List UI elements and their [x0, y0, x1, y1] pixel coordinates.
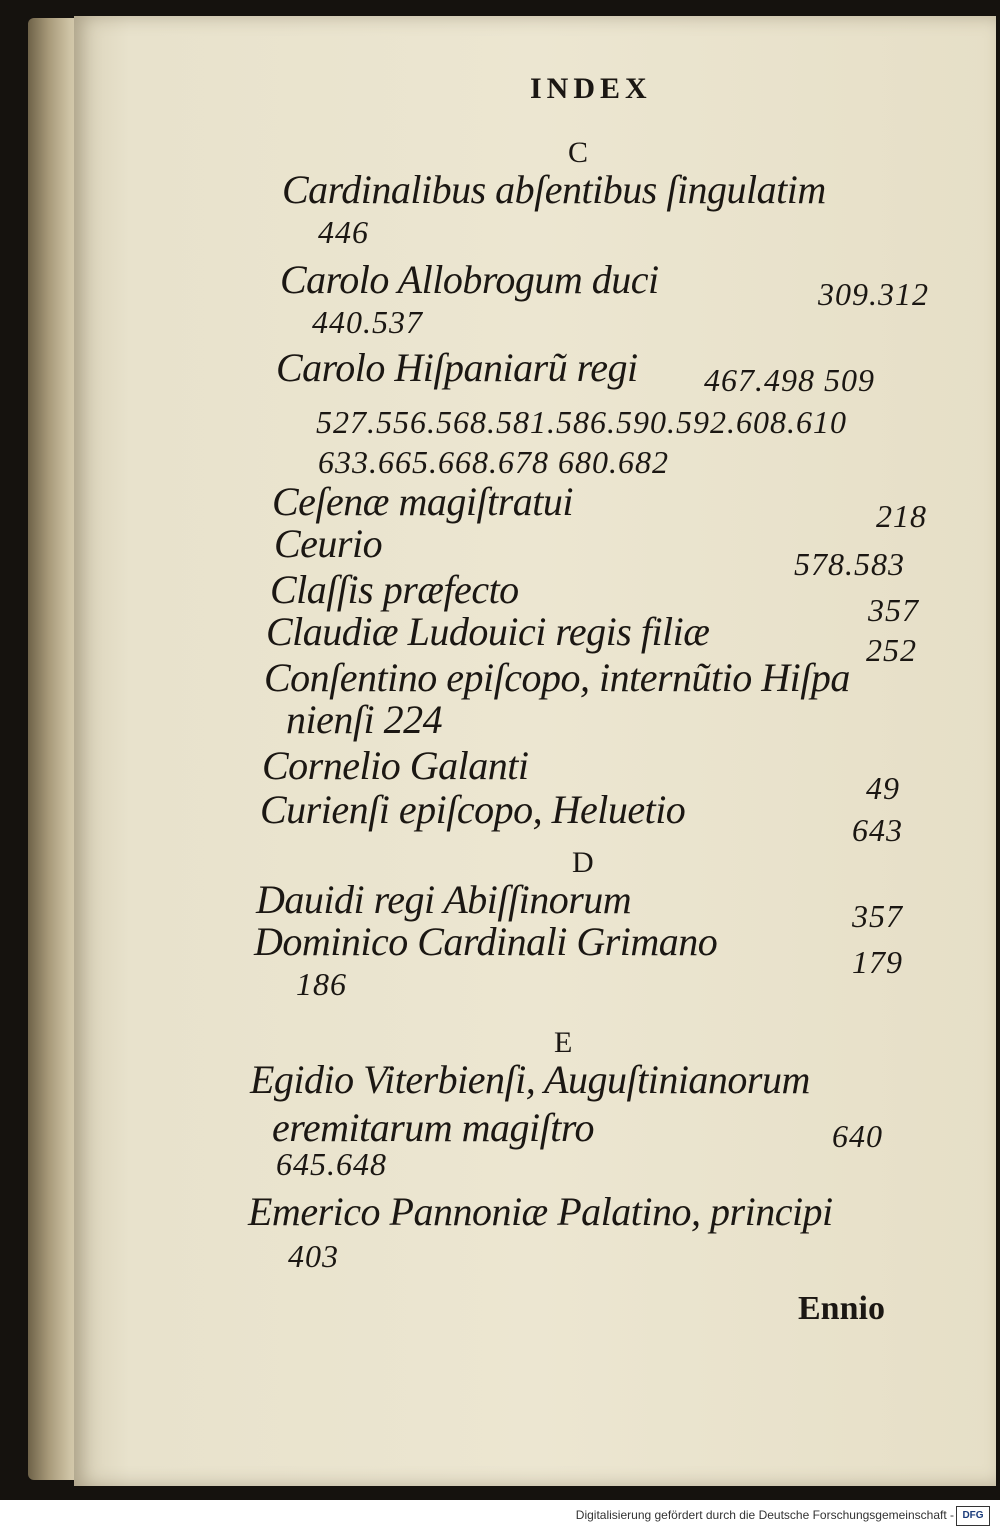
entry-pages: 218	[876, 498, 927, 534]
entry-pages: 440.537	[312, 304, 423, 340]
entry-continuation: eremitarum magiſtro	[272, 1105, 594, 1150]
funding-notice: Digitalisierung gefördert durch die Deutsche Forschungsgemeinschaft -	[575, 1508, 954, 1522]
entry-name: Claudiæ Ludouici regis filiæ	[266, 609, 710, 654]
entry-name: Conſentino epiſcopo, internũtio Hiſpa	[264, 655, 850, 700]
catchword: Ennio	[798, 1290, 885, 1327]
entry-pages: 252	[866, 632, 917, 668]
entry-pages: 49	[866, 770, 900, 806]
entry-name: Cornelio Galanti	[262, 743, 529, 788]
running-header: INDEX	[530, 72, 652, 105]
entry-pages: 446	[318, 214, 369, 250]
entry-name: Carolo Allobrogum duci	[280, 257, 659, 302]
entry-pages: 640	[832, 1118, 883, 1154]
entry-pages: 309.312	[818, 276, 929, 312]
entry-pages: 578.583	[794, 546, 905, 582]
entry-pages: 357	[852, 898, 903, 934]
entry-pages: 527.556.568.581.586.590.592.608.610	[316, 404, 847, 440]
section-letter-e: E	[554, 1026, 573, 1059]
dfg-logo-icon[interactable]: DFG	[956, 1506, 990, 1526]
entry-name: Cardinalibus abſentibus ſingulatim	[282, 167, 826, 212]
section-letter-c: C	[568, 136, 589, 169]
entry-pages: 186	[296, 966, 347, 1002]
entry-name: Emerico Pannoniæ Palatino, principi	[248, 1189, 833, 1234]
entry-name: Ceſenæ magiſtratui	[272, 479, 573, 524]
entry-pages: 645.648	[276, 1146, 387, 1182]
section-letter-d: D	[572, 846, 594, 879]
entry-pages: 643	[852, 812, 903, 848]
entry-name: Dominico Cardinali Grimano	[254, 919, 718, 964]
entry-pages: 179	[852, 944, 903, 980]
entry-pages: 403	[288, 1238, 339, 1274]
entry-pages: 357	[868, 592, 919, 628]
entry-name: Ceurio	[274, 521, 383, 566]
entry-name: Dauidi regi Abiſſinorum	[256, 877, 632, 922]
entry-name: Egidio Viterbienſi, Auguſtinianorum	[250, 1057, 810, 1102]
entry-continuation: nienſi 224	[286, 697, 443, 742]
entry-name: Claſſis præfecto	[270, 567, 519, 612]
book-page	[74, 16, 996, 1486]
entry-name: Carolo Hiſpaniarũ regi	[276, 345, 638, 390]
entry-pages: 467.498 509	[704, 362, 875, 398]
entry-name: Curienſi epiſcopo, Heluetio	[260, 787, 686, 832]
entry-pages: 633.665.668.678 680.682	[318, 444, 669, 480]
footer-bar	[0, 1500, 1000, 1532]
